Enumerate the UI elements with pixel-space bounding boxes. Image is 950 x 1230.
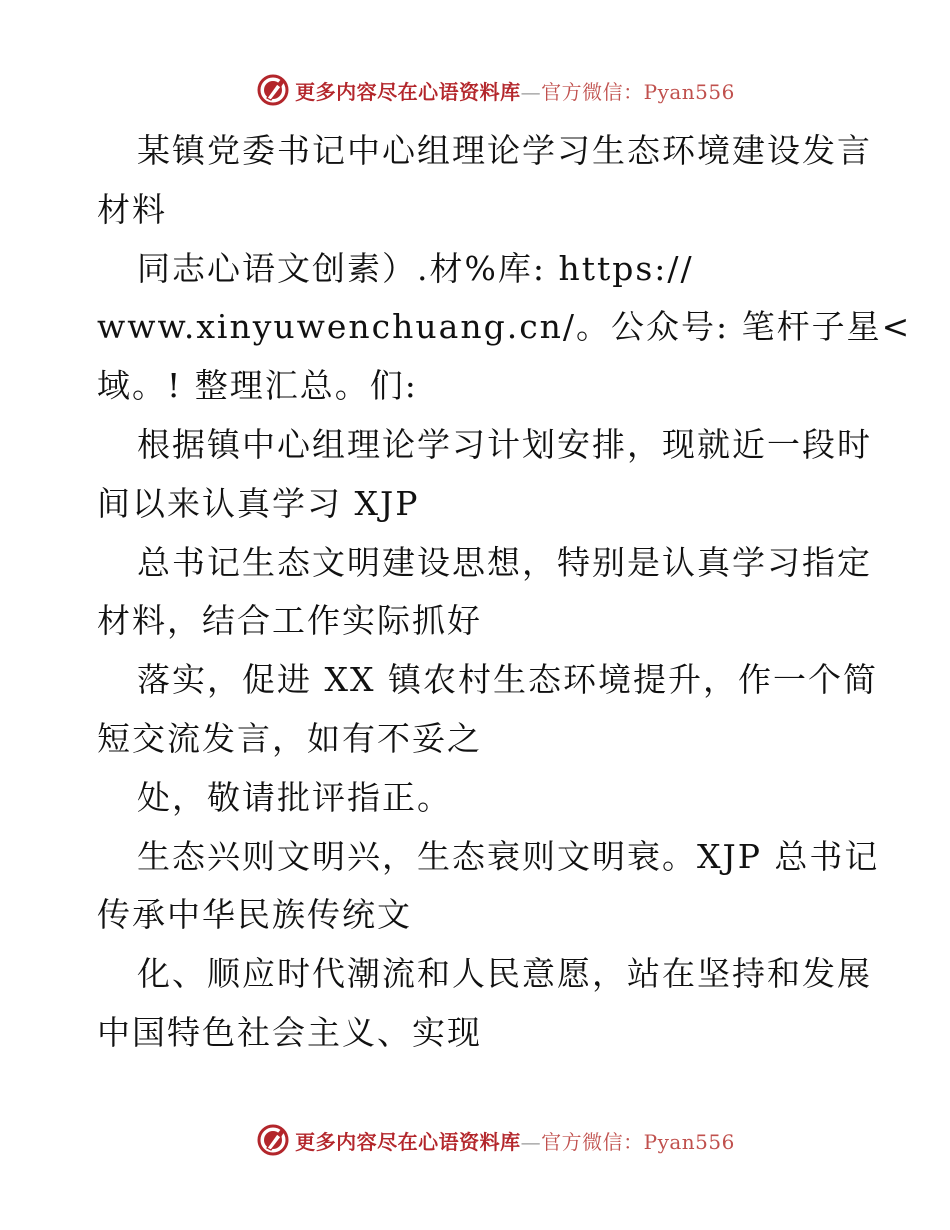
text-line: 某镇党委书记中心组理论学习生态环境建设发言 bbox=[137, 131, 872, 170]
header-banner-text bbox=[295, 76, 735, 105]
banner-wechat-id: Pyan556 bbox=[643, 79, 735, 104]
footer-banner bbox=[0, 1120, 950, 1160]
text-line: www.xinyuwenchuang.cn/。公众号: 笔杆子星< bbox=[97, 307, 912, 347]
text-line: 域。! 整理汇总。们: bbox=[97, 366, 418, 406]
text-line: 化、顺应时代潮流和人民意愿，站在坚持和发展 bbox=[137, 954, 872, 994]
header-banner bbox=[0, 70, 950, 110]
document-body bbox=[97, 122, 912, 1063]
pen-nib-circle-icon bbox=[255, 1122, 291, 1158]
text-line: 同志心语文创素）.材%库: https:// bbox=[137, 248, 694, 288]
text-line: 落实，促进 XX 镇农村生态环境提升，作一个简 bbox=[137, 660, 878, 700]
banner-prefix: 更多内容尽在心语资料库 bbox=[295, 79, 521, 104]
banner-dash: — bbox=[520, 1129, 542, 1154]
text-line: 生态兴则文明兴，生态衰则文明衰。XJP 总书记 bbox=[137, 836, 880, 876]
banner-dash: — bbox=[520, 79, 542, 104]
text-line: 根据镇中心组理论学习计划安排，现就近一段时 bbox=[137, 424, 872, 464]
footer-banner-text bbox=[295, 1126, 735, 1155]
text-line: 传承中华民族传统文 bbox=[97, 895, 412, 935]
text-line: 间以来认真学习 XJP bbox=[97, 483, 420, 523]
banner-prefix: 更多内容尽在心语资料库 bbox=[295, 1129, 521, 1154]
banner-wechat-id: Pyan556 bbox=[643, 1129, 735, 1154]
banner-label: 官方微信： bbox=[541, 79, 644, 104]
text-line: 处，敬请批评指正。 bbox=[137, 777, 452, 817]
header-banner-content bbox=[255, 72, 735, 108]
text-line: 总书记生态文明建设思想，特别是认真学习指定 bbox=[137, 542, 872, 582]
banner-label: 官方微信： bbox=[541, 1129, 644, 1154]
text-line: 中国特色社会主义、实现 bbox=[97, 1012, 482, 1052]
pen-nib-circle-icon bbox=[255, 72, 291, 108]
footer-banner-content bbox=[255, 1122, 735, 1158]
text-line: 短交流发言，如有不妥之 bbox=[97, 718, 482, 758]
text-line: 材料，结合工作实际抓好 bbox=[97, 601, 482, 641]
text-line: 材料 bbox=[97, 189, 167, 229]
